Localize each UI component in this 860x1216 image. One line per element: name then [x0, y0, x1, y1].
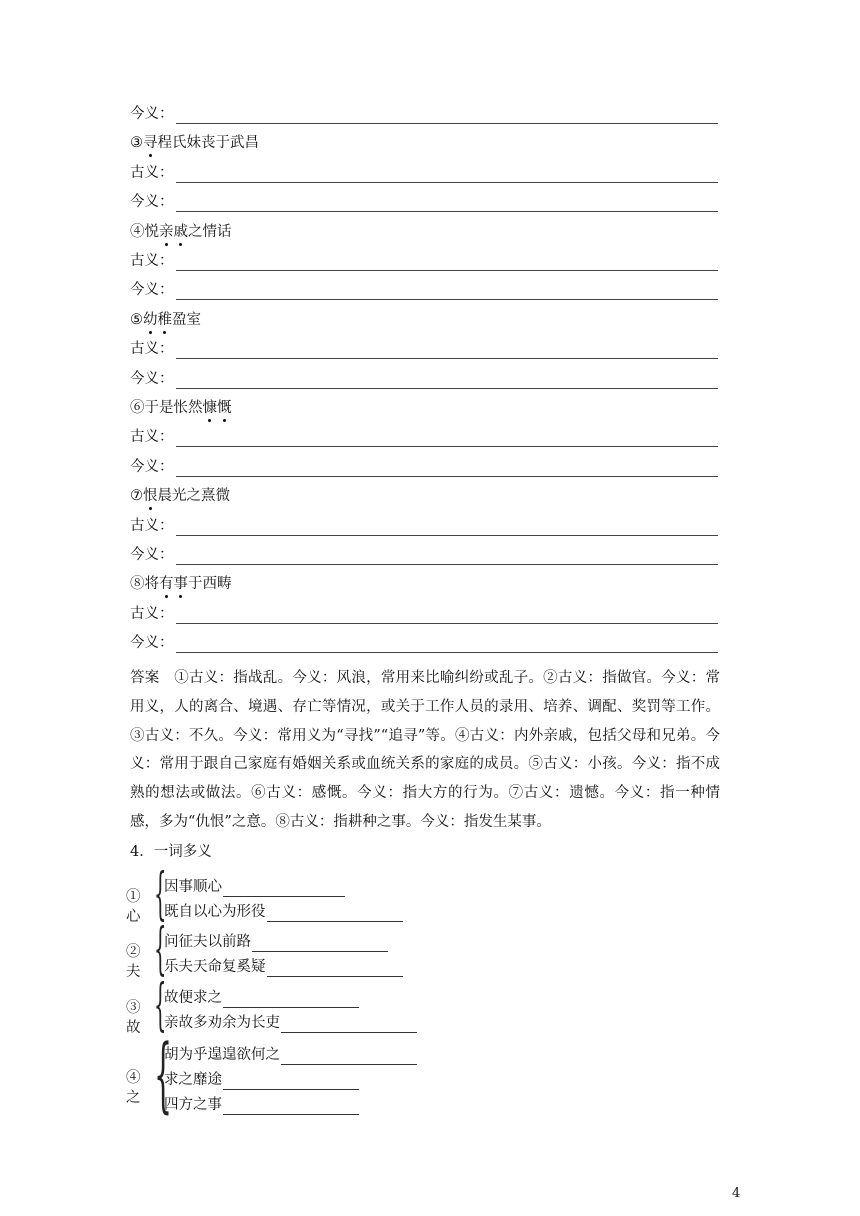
polysemy-word: ①心 — [126, 889, 141, 925]
answer-blank[interactable] — [267, 907, 403, 922]
answer-blank-row — [130, 457, 718, 477]
meaning-label: 古义： — [130, 164, 174, 181]
polysemy-sentence — [164, 1040, 417, 1065]
meaning-label: 古义： — [130, 429, 174, 446]
answer-blank[interactable] — [223, 1075, 359, 1090]
polysemy-word: ②夫 — [126, 944, 141, 980]
page-number: 4 — [732, 1186, 741, 1201]
sentence-text: 亲故多劝余为长吏 — [164, 1015, 280, 1031]
sentence-text: 胡为乎遑遑欲何之 — [164, 1047, 280, 1063]
polysemy-sentence — [164, 1065, 417, 1090]
answer-blank[interactable] — [176, 285, 719, 300]
answer-blank[interactable] — [176, 609, 719, 624]
answer-blank[interactable] — [281, 1018, 417, 1033]
answer-paragraph: 答案 ①古义：指战乱。今义：风浪，常用来比喻纠纷或乱子。②古义：指做官。今义：常用义，人的离合、境遇、存亡等情况，或关于工作人员的录用、培养、调配、奖罚等工作。③古义：不久。今义：常用义为“寻找”“追寻”等。④古义：内外亲戚，包括父母和兄弟。今义：常用于跟自己家庭有婚姻关系或血统关系的家庭的成员。⑤古义：小孩。今义：指不成熟的想法或做法。⑥古义：感慨。今义：指大方的行为。⑦古义：遗憾。今义：指一种情感，多为“仇恨”之意。⑧古义：指耕种之事。今义：指发生某事。 — [130, 670, 720, 830]
answer-blank-row — [130, 280, 718, 300]
answer-blank[interactable] — [176, 197, 719, 212]
meaning-label: 今义： — [130, 106, 174, 122]
meaning-label: 古义： — [130, 341, 174, 358]
meaning-label: 古义： — [130, 517, 174, 534]
meaning-label: 今义： — [130, 282, 174, 299]
answer-blank-row — [130, 163, 718, 183]
meaning-label: 古义： — [130, 605, 174, 622]
answer-blank[interactable] — [176, 374, 719, 389]
answer-blank-row — [130, 251, 718, 271]
sentence-text: 既自以心为形役 — [164, 904, 266, 920]
meaning-label: 古义： — [130, 253, 174, 269]
answer-blank[interactable] — [176, 256, 719, 271]
exercise-item: ④悦亲戚之情话 — [130, 223, 232, 240]
exercise-item: ⑤幼稚盈室 — [130, 311, 201, 328]
exercise-item: ⑦恨晨光之熹微 — [130, 488, 230, 505]
sentence-text: 乐夫天命复奚疑 — [164, 959, 266, 975]
meaning-label: 今义： — [130, 194, 174, 211]
answer-blank-row — [130, 516, 718, 536]
sentence-text: 问征夫以前路 — [164, 934, 251, 950]
answer-blank-row — [130, 369, 718, 389]
meaning-label: 今义： — [130, 547, 174, 563]
polysemy-sentence — [164, 1008, 417, 1033]
polysemy-sentence — [164, 952, 403, 977]
answer-blank-row — [130, 104, 718, 124]
answer-blank[interactable] — [176, 344, 719, 359]
brace-icon: { — [154, 1028, 173, 1122]
answer-blank[interactable] — [281, 1050, 417, 1065]
sentence-text: 四方之事 — [164, 1097, 222, 1113]
answer-blank-row — [130, 192, 718, 212]
sentence-text: 故便求之 — [164, 990, 222, 1006]
polysemy-sentence — [164, 983, 417, 1008]
polysemy-sentence — [164, 927, 403, 952]
sentence-text: 求之靡途 — [164, 1072, 222, 1088]
exercise-item: ③寻程氏妹丧于武昌 — [130, 135, 259, 152]
answer-blank[interactable] — [223, 993, 359, 1008]
answer-blank-row — [130, 604, 718, 624]
sentence-text: 因事顺心 — [164, 879, 222, 895]
section-title: 4．一词多义 — [130, 844, 212, 860]
brace-icon: { — [154, 917, 167, 982]
polysemy-sentence — [164, 1090, 417, 1115]
answer-blank-row — [130, 427, 718, 447]
answer-blank[interactable] — [267, 962, 403, 977]
answer-blank[interactable] — [176, 109, 719, 124]
answer-blank[interactable] — [223, 882, 345, 897]
polysemy-word: ③故 — [126, 1000, 141, 1036]
answer-blank[interactable] — [176, 638, 719, 653]
answer-blank[interactable] — [176, 462, 719, 477]
polysemy-sentence — [164, 872, 403, 897]
polysemy-sentence — [164, 897, 403, 922]
meaning-label: 今义： — [130, 458, 174, 475]
answer-blank[interactable] — [176, 521, 719, 536]
answer-blank-row — [130, 545, 718, 565]
polysemy-word: ④之 — [126, 1069, 141, 1106]
exercise-item: ⑧将有事于西畴 — [130, 576, 232, 593]
exercise-item: ⑥于是怅然慷慨 — [130, 400, 232, 416]
answer-blank[interactable] — [252, 937, 388, 952]
answer-blank-row — [130, 339, 718, 359]
answer-blank[interactable] — [223, 1100, 359, 1115]
meaning-label: 今义： — [130, 370, 174, 387]
meaning-label: 今义： — [130, 635, 174, 652]
answer-blank[interactable] — [176, 432, 719, 447]
answer-blank[interactable] — [176, 550, 719, 565]
brace-icon: { — [154, 862, 167, 927]
answer-blank-row — [130, 633, 718, 653]
answer-blank[interactable] — [176, 168, 719, 183]
brace-icon: { — [154, 973, 167, 1038]
